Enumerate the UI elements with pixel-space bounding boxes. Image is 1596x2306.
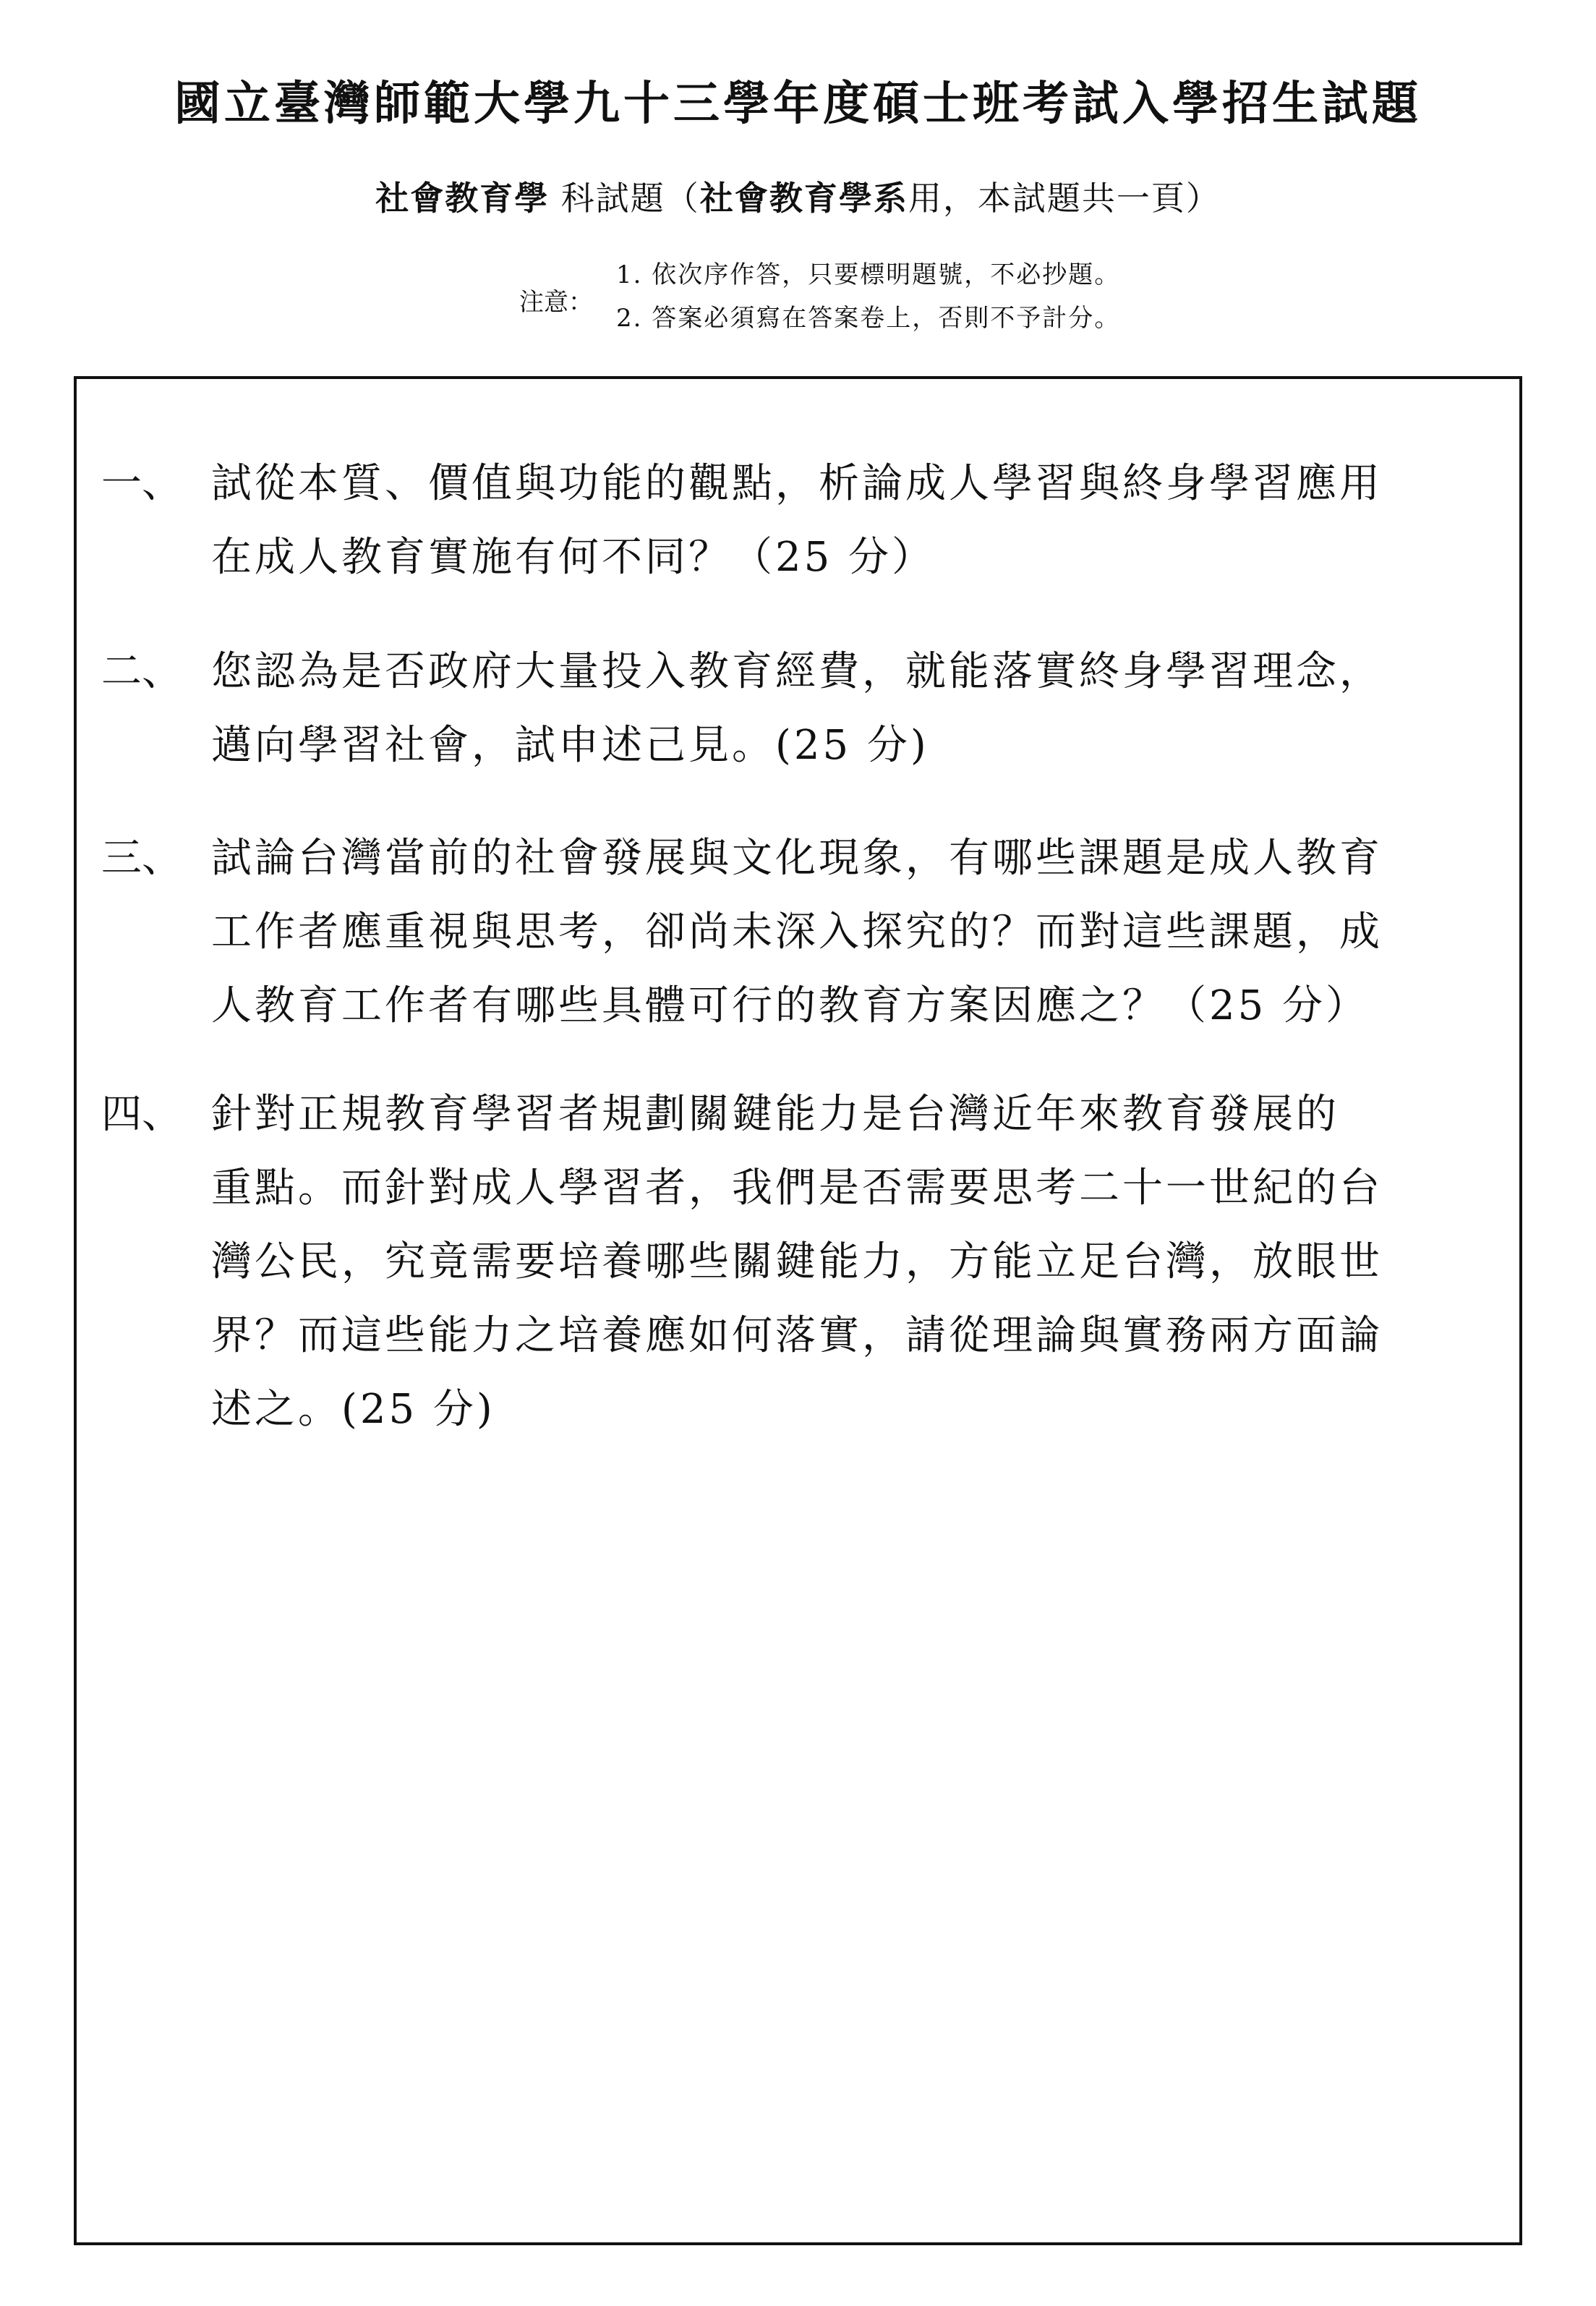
question-number: 三、 — [101, 835, 182, 882]
question-line: 邁向學習社會，試申述己見。(25 分) — [211, 722, 929, 769]
question-line: 重點。而針對成人學習者，我們是否需要思考二十一世紀的台 — [211, 1165, 1383, 1212]
question-text — [211, 447, 1383, 595]
note-item: 2. 答案必須寫在答案卷上，否則不予計分。 — [616, 304, 1121, 333]
question-text — [211, 635, 1383, 783]
exam-title: 國立臺灣師範大學九十三學年度碩士班考試入學招生試題 — [174, 77, 1422, 131]
question-line: 工作者應重視與思考，卻尚未深入探究的？而對這些課題，成 — [211, 909, 1383, 956]
question-number: 四、 — [101, 1091, 182, 1138]
question-line: 人教育工作者有哪些具體可行的教育方案因應之？（25 分） — [211, 982, 1370, 1029]
question-text — [211, 822, 1383, 1043]
question-text — [211, 1078, 1383, 1447]
subject-name: 社會教育學 — [375, 179, 550, 218]
notes-label: 注意： — [519, 288, 593, 317]
subject-suffix: 科試題（ — [549, 179, 700, 218]
department-name: 社會教育學系 — [699, 179, 908, 218]
department-suffix: 用，本試題共一頁） — [908, 179, 1221, 218]
question-line: 述之。(25 分) — [211, 1386, 495, 1433]
question-number: 二、 — [101, 648, 182, 695]
exam-subtitle — [0, 172, 1596, 220]
question-number: 一、 — [101, 460, 182, 507]
question-line: 針對正規教育學習者規劃關鍵能力是台灣近年來教育發展的 — [211, 1091, 1339, 1138]
note-item: 1. 依次序作答，只要標明題號，不必抄題。 — [616, 260, 1121, 289]
question-line: 試從本質、價值與功能的觀點，析論成人學習與終身學習應用 — [211, 460, 1383, 507]
question-line: 您認為是否政府大量投入教育經費，就能落實終身學習理念， — [211, 648, 1383, 695]
question-line: 界？而這些能力之培養應如何落實，請從理論與實務兩方面論 — [211, 1312, 1383, 1359]
question-line: 在成人教育實施有何不同？（25 分） — [211, 534, 936, 581]
question-line: 灣公民，究竟需要培養哪些關鍵能力，方能立足台灣，放眼世 — [211, 1238, 1383, 1285]
question-line: 試論台灣當前的社會發展與文化現象，有哪些課題是成人教育 — [211, 835, 1383, 882]
